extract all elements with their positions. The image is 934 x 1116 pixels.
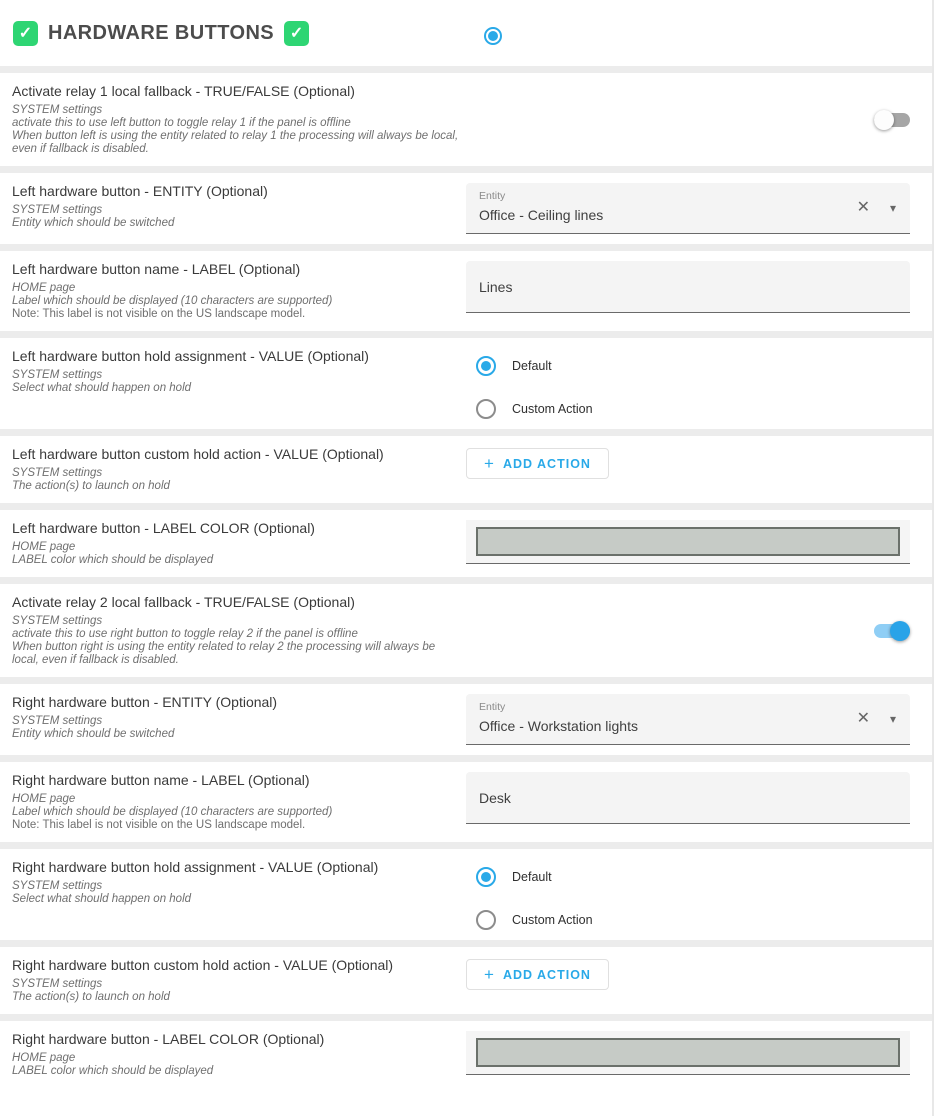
settings-row-text [0,694,466,745]
radio-option-label: Default [512,870,552,884]
setting-title: Right hardware button - ENTITY (Optional) [12,694,278,710]
row-separator [0,842,932,849]
setting-description: LABEL color which should be displayed [12,1065,214,1077]
chevron-down-icon[interactable]: ▾ [889,712,896,726]
settings-row-control [466,83,926,156]
hold-assignment-radio-group [466,356,593,419]
setting-scope: HOME page [12,793,76,805]
radio-option[interactable] [476,356,593,376]
settings-list [0,66,932,1088]
fallback-toggle[interactable] [874,621,910,641]
settings-row-text [0,957,466,1004]
label-text-field [466,261,910,313]
settings-row-control [466,183,926,234]
color-swatch [476,1038,900,1067]
settings-row-control [466,261,926,321]
setting-description: Entity which should be switched [12,728,175,740]
row-separator [0,577,932,584]
entity-select[interactable] [466,183,910,234]
settings-row-text [0,594,466,667]
section-header [0,0,932,66]
setting-title: Activate relay 1 local fallback - TRUE/FALSE (Optional) [12,83,355,99]
setting-description: Label which should be displayed (10 characters are supported) [12,295,333,307]
radio-option[interactable] [476,399,593,419]
setting-scope: SYSTEM settings [12,615,103,627]
page-title: HARDWARE BUTTONS [48,21,275,44]
settings-row-control [466,1031,926,1078]
setting-description: LABEL color which should be displayed [12,554,214,566]
settings-row-control [466,594,926,667]
settings-row-control [466,957,926,1004]
settings-row [0,338,932,429]
radio-option-label: Custom Action [512,402,593,416]
chevron-down-icon[interactable]: ▾ [889,201,896,215]
add-action-label: ADD ACTION [502,967,591,982]
row-separator [0,429,932,436]
settings-row [0,849,932,940]
section-selected-radio[interactable] [484,27,502,45]
settings-row [0,684,932,755]
row-separator [0,244,932,251]
toggle-thumb [890,621,910,641]
settings-row-control [466,446,926,493]
settings-row [0,510,932,577]
row-separator [0,1014,932,1021]
setting-description: When button left is using the entity related to relay 1 the processing will always be local, even if fallback is disabled. [12,130,459,155]
settings-row [0,1021,932,1088]
row-separator [0,755,932,762]
setting-scope: HOME page [12,1052,76,1064]
setting-scope: SYSTEM settings [12,369,103,381]
setting-description: activate this to use left button to toggle relay 1 if the panel is offline [12,117,351,129]
clear-icon[interactable]: ✕ [856,710,870,727]
setting-title: Left hardware button hold assignment - VALUE (Optional) [12,348,369,364]
settings-row-control [466,694,926,745]
hold-assignment-radio-group [466,867,593,930]
setting-description: Select what should happen on hold [12,893,192,905]
add-action-button[interactable] [466,959,609,990]
toggle-thumb [874,110,894,130]
row-separator [0,677,932,684]
setting-description: Select what should happen on hold [12,382,192,394]
setting-title: Left hardware button - ENTITY (Optional) [12,183,268,199]
setting-description: Entity which should be switched [12,217,175,229]
settings-row [0,947,932,1014]
setting-description: The action(s) to launch on hold [12,991,170,1003]
setting-description: When button right is using the entity related to relay 2 the processing will always be local, even if fallback is disabled. [12,641,436,666]
setting-note: Note: This label is not visible on the US landscape model. [12,308,306,320]
plus-icon: + [484,454,494,473]
radio-icon [476,356,496,376]
row-separator [0,940,932,947]
setting-title: Activate relay 2 local fallback - TRUE/FALSE (Optional) [12,594,355,610]
setting-scope: SYSTEM settings [12,978,103,990]
radio-option[interactable] [476,910,593,930]
settings-row-text [0,261,466,321]
settings-row-control [466,859,926,930]
label-text-field [466,772,910,824]
radio-icon [476,399,496,419]
entity-select[interactable] [466,694,910,745]
settings-row-text [0,348,466,419]
clear-icon[interactable]: ✕ [856,199,870,216]
radio-icon [476,867,496,887]
label-input[interactable] [466,772,910,823]
setting-description: The action(s) to launch on hold [12,480,170,492]
settings-row-control [466,520,926,567]
setting-scope: HOME page [12,541,76,553]
check-icon: ✓ [13,21,38,46]
add-action-label: ADD ACTION [502,456,591,471]
setting-scope: SYSTEM settings [12,204,103,216]
radio-option-label: Custom Action [512,913,593,927]
plus-icon: + [484,965,494,984]
settings-row [0,173,932,244]
add-action-button[interactable] [466,448,609,479]
settings-row-text [0,520,466,567]
settings-row [0,73,932,166]
setting-title: Right hardware button custom hold action - VALUE (Optional) [12,957,394,973]
settings-row-text [0,1031,466,1078]
settings-row-text [0,772,466,832]
settings-row [0,436,932,503]
setting-description: activate this to use right button to toggle relay 2 if the panel is offline [12,628,358,640]
setting-scope: SYSTEM settings [12,104,103,116]
radio-option-label: Default [512,359,552,373]
settings-row-text [0,859,466,930]
settings-row-control [466,348,926,419]
settings-row [0,584,932,677]
fallback-toggle[interactable] [874,110,910,130]
row-separator [0,166,932,173]
radio-icon [476,910,496,930]
row-separator [0,66,932,73]
setting-scope: SYSTEM settings [12,715,103,727]
radio-option[interactable] [476,867,593,887]
settings-row-control [466,772,926,832]
select-label: Entity [479,701,506,713]
settings-row-text [0,446,466,493]
label-color-picker[interactable] [466,520,910,564]
settings-row-text [0,183,466,234]
label-input[interactable] [466,261,910,312]
row-separator [0,331,932,338]
select-value: Office - Workstation lights [479,718,638,734]
settings-row-text [0,83,466,156]
setting-title: Left hardware button name - LABEL (Optional) [12,261,301,277]
check-icon: ✓ [284,21,309,46]
setting-description: Label which should be displayed (10 characters are supported) [12,806,333,818]
color-swatch [476,527,900,556]
setting-scope: SYSTEM settings [12,467,103,479]
setting-note: Note: This label is not visible on the US landscape model. [12,819,306,831]
setting-title: Right hardware button hold assignment - VALUE (Optional) [12,859,379,875]
setting-scope: HOME page [12,282,76,294]
select-value: Office - Ceiling lines [479,207,604,223]
setting-title: Left hardware button custom hold action - VALUE (Optional) [12,446,384,462]
settings-row [0,251,932,331]
setting-title: Right hardware button - LABEL COLOR (Optional) [12,1031,325,1047]
settings-row [0,762,932,842]
setting-title: Left hardware button - LABEL COLOR (Optional) [12,520,315,536]
label-color-picker[interactable] [466,1031,910,1075]
row-separator [0,503,932,510]
select-label: Entity [479,190,506,202]
setting-scope: SYSTEM settings [12,880,103,892]
setting-title: Right hardware button name - LABEL (Optional) [12,772,310,788]
